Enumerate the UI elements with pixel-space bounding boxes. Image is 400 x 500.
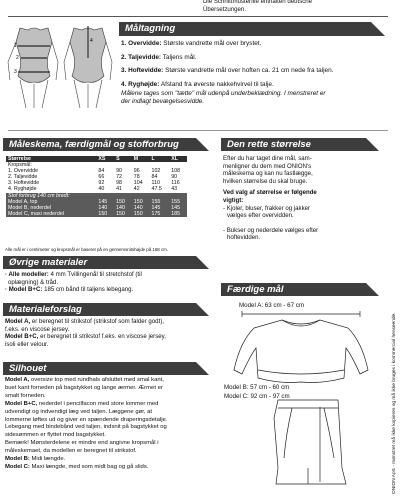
cell: 43 bbox=[171, 186, 178, 193]
maltagning-note: der indlagt bevægelsesvidde. bbox=[121, 97, 205, 105]
svg-text:1: 1 bbox=[14, 43, 17, 49]
cell: 102 bbox=[151, 168, 161, 175]
maltagning-item: 1. Overvidde: Største vandrette mål over brystet. bbox=[121, 40, 262, 47]
silhouet-title: Silhouet bbox=[9, 363, 47, 374]
materials-header bbox=[3, 256, 209, 269]
faerdige-title: Færdige mål bbox=[227, 284, 284, 295]
cell: 140 bbox=[114, 205, 132, 211]
sizes-title: Måleskema, færdigmål og stofforbrug bbox=[9, 139, 179, 150]
cell: 150 bbox=[114, 211, 132, 217]
bullet-line: - Bukser og nederdele vælges efter bbox=[223, 226, 319, 234]
cell: 47.5 bbox=[151, 186, 162, 193]
maltagning-list bbox=[121, 40, 393, 106]
cell: 108 bbox=[171, 168, 181, 175]
cell: 116 bbox=[171, 180, 180, 187]
cell: 155 bbox=[150, 199, 170, 205]
measurement-figure bbox=[6, 22, 116, 110]
text-line: lommerne løftes ud og giver en spændende draperingsdetalje. bbox=[5, 416, 168, 423]
fabric-label: Stof forbrug 140 cm bredt: bbox=[6, 193, 96, 199]
body-figure-icon bbox=[6, 22, 116, 110]
cell: 104 bbox=[133, 180, 143, 187]
cell: 150 bbox=[96, 211, 114, 217]
text-line: nederdel i pencilfacon med store lommer med bbox=[38, 400, 159, 407]
den-rette-header bbox=[221, 138, 379, 151]
top-note-line: Übersetzungen. bbox=[203, 5, 247, 13]
body-label: Kropsmål: bbox=[8, 162, 32, 169]
cell: 92 bbox=[98, 180, 105, 187]
silhouet-header bbox=[3, 362, 209, 375]
model-b-measure: Model B: 57 cm - 60 cm bbox=[224, 384, 290, 391]
model-label: Model B+C, bbox=[5, 400, 38, 407]
svg-text:3: 3 bbox=[14, 69, 17, 75]
row-label: 2. Taljevidde bbox=[8, 174, 38, 181]
den-rette-title: Den rette størrelse bbox=[227, 139, 311, 150]
copyright-side-text: ONION ApS - mønstret må ikke kopieres og må ikke bruges i kommercial henseende. bbox=[392, 312, 397, 494]
size-table bbox=[6, 156, 187, 217]
text-line: f.eks. en viscose jersey. bbox=[5, 325, 70, 333]
maltagning-note: Målene tages som "tætte" mål udenpå underbeklædning. I menstreret er bbox=[121, 90, 326, 98]
materials-line: 185 cm bånd til taljens lebegang. bbox=[44, 286, 134, 294]
table-row bbox=[6, 211, 187, 217]
cell: 145 bbox=[96, 199, 114, 205]
cell: 145 bbox=[150, 205, 170, 211]
size-header-cell: M bbox=[132, 156, 150, 162]
row-label: 1. Overvidde bbox=[8, 168, 39, 175]
divider bbox=[8, 130, 388, 131]
model-label: Model C: bbox=[5, 463, 30, 470]
bullet-line: - Kjoler, bluser, frakker og jakker bbox=[223, 204, 311, 212]
text-line: er beregnet til strikstof (strikstof som falder godt), bbox=[31, 318, 164, 325]
materials-label: · Model B+C: bbox=[5, 286, 43, 294]
text-line: menligner du dem med ONION's bbox=[223, 162, 312, 170]
text-line: Efter du har taget dine mål, sam- bbox=[223, 155, 312, 162]
materialeforslag-header bbox=[3, 303, 209, 316]
size-header-cell: S bbox=[114, 156, 132, 162]
materials-title: Øvrige materialer bbox=[9, 257, 88, 268]
top-divider bbox=[8, 16, 388, 17]
cell: 40 bbox=[98, 186, 105, 193]
text-line: er beregnet til strikstof f.eks. en viscose jersey, bbox=[40, 333, 166, 341]
size-footnote: Alle mål er i centimeter og kropsmål er baseret på en gennemsnitshøjde på 168 cm. bbox=[5, 247, 169, 252]
text-line: hvilken størrelse du skal bruge. bbox=[223, 177, 308, 185]
materials-line: 4 mm Tvillingenål til stretchstof (til bbox=[50, 271, 142, 278]
svg-text:4: 4 bbox=[90, 38, 93, 44]
garment-sketch-icon bbox=[222, 308, 384, 494]
cell: 98 bbox=[116, 180, 122, 187]
text-line: Midi længde. bbox=[31, 456, 66, 463]
model-label: Model A, bbox=[5, 318, 31, 325]
cell: 150 bbox=[132, 211, 150, 217]
text-line: Lebegang med bindebånd ved taljen, indsnit på bagstykket og bbox=[5, 424, 167, 431]
text-line: oversize top med rundhals afsluttet med smal kant, bbox=[30, 377, 164, 383]
model-c-measure: Model C: 92 cm - 97 cm bbox=[224, 393, 290, 400]
text-line: vigtigt: bbox=[223, 196, 244, 204]
silhouet-text bbox=[5, 377, 215, 472]
cell: 96 bbox=[133, 168, 140, 175]
top-note-line: Die Schnittmusterfile enthalten deutsche bbox=[203, 0, 313, 5]
sizes-header bbox=[3, 138, 209, 151]
text-line: måleskemaet, da modellen er beregnet til strikstof. bbox=[5, 448, 137, 455]
cell: 42 bbox=[133, 186, 140, 193]
materials-label: · Alle modeller: bbox=[5, 271, 49, 278]
row-label: 4. Ryghøjde bbox=[8, 186, 37, 193]
maltagning-item: 2. Taljevidde: Taljens mål. bbox=[121, 53, 197, 61]
materials-text bbox=[5, 271, 210, 294]
bullet-line: hoftevidden. bbox=[227, 234, 261, 242]
model-label: Model B: bbox=[5, 456, 30, 463]
model-a-measure: Model A: 63 cm - 67 cm bbox=[239, 302, 304, 309]
text-line: Maxi længde, med som midt bag og gå slids. bbox=[31, 463, 149, 470]
row-label: Model A, top bbox=[6, 199, 96, 205]
cell: 84 bbox=[98, 168, 105, 175]
cell: 175 bbox=[150, 211, 170, 217]
cell: 150 bbox=[132, 199, 150, 205]
cell: 140 bbox=[96, 205, 114, 211]
materialeforslag-title: Materialeforslag bbox=[9, 304, 82, 315]
cell: 145 bbox=[169, 205, 187, 211]
cell: 66 bbox=[98, 174, 105, 181]
text-line: isoli eller velour. bbox=[5, 340, 49, 348]
size-header-cell: XL bbox=[169, 156, 187, 162]
maltagning-title: Måltagning bbox=[125, 23, 176, 34]
row-label: 3. Hoftevidde bbox=[8, 180, 40, 187]
cell: 155 bbox=[169, 199, 187, 205]
model-label: Model A, bbox=[5, 377, 30, 383]
cell: 41 bbox=[116, 186, 122, 193]
bullet-line: vælges efter overvidden. bbox=[227, 212, 294, 220]
row-label: Model C, maxi nederdel bbox=[6, 211, 96, 217]
text-line: smalt forneden. bbox=[5, 392, 46, 399]
row-label: Model B, nederdel bbox=[6, 205, 96, 211]
size-header-cell: Størrelse bbox=[6, 156, 96, 162]
cell: 110 bbox=[151, 180, 160, 187]
maltagning-item: 3. Hoftevidde: Største vandrette mål over hoften ca. 21 cm nede fra taljen. bbox=[121, 67, 334, 75]
cell: 90 bbox=[171, 174, 178, 181]
cell: 78 bbox=[133, 174, 140, 181]
text-line: sidesømmen er flyttet mod bagstykket. bbox=[5, 432, 106, 439]
text-line: udvendigt og indvendigt læg ved taljen. Læggene gør, at bbox=[5, 408, 153, 415]
model-label: Model B+C, bbox=[5, 333, 39, 341]
text-line: buet kant forneden på bagstykket og lange ærmer. Ærmet er bbox=[5, 384, 163, 391]
garment-drawings bbox=[222, 308, 384, 494]
cell: 140 bbox=[132, 205, 150, 211]
text-line: Ved valg af størrelse er følgende bbox=[223, 189, 317, 197]
cell: 72 bbox=[116, 174, 122, 181]
maltagning-item: 4. Ryghøjde: Afstand fra øverste nakkehvirvel til talje. bbox=[121, 80, 274, 88]
cell: 150 bbox=[114, 199, 132, 205]
svg-text:2: 2 bbox=[16, 55, 19, 61]
text-line: Bemærk! Mønsterdelene er mindre end angivne kropsmål i bbox=[5, 440, 159, 447]
faerdige-header bbox=[221, 283, 379, 296]
cell: 185 bbox=[169, 211, 187, 217]
cell: 84 bbox=[151, 174, 158, 181]
size-header-cell: XS bbox=[96, 156, 114, 162]
text-line: måleskema og kan nu fastlægge, bbox=[223, 170, 313, 178]
cell: 90 bbox=[116, 168, 122, 175]
den-rette-text bbox=[223, 155, 383, 242]
materialeforslag-text bbox=[5, 318, 210, 348]
size-header-cell: L bbox=[150, 156, 170, 162]
maltagning-header bbox=[119, 22, 385, 36]
materials-line: oplægning) & tråd. bbox=[8, 278, 59, 286]
